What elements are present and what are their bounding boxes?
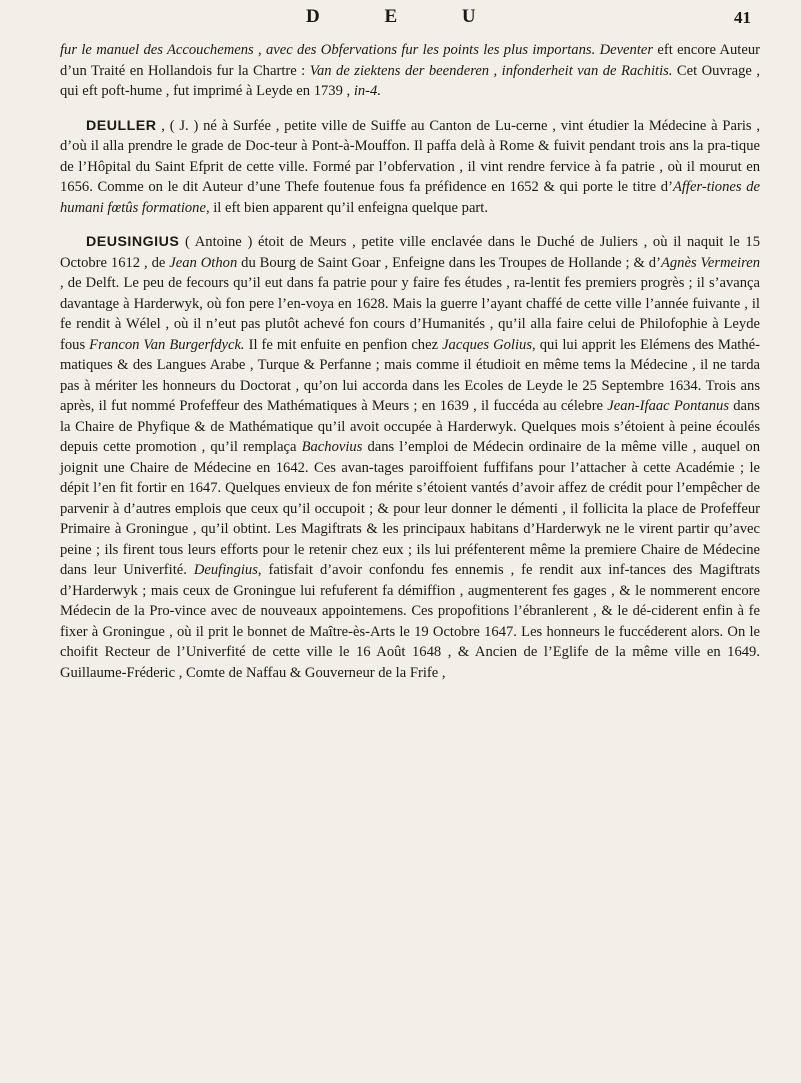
entry-headword: DEULLER <box>86 117 157 134</box>
text-run: , de Delft. Le peu de fecours qu’il eut dans fa patrie pour y faire fes études , ra-lentit fes premiers progrès ; il s’avança davantage à Harderwyk, où fon pere l’en-voya en 1628. Mais la guerre l’ayant chaffé de cette ville l’année fuivante , il fe rendit à Wélel , où il n’eut pas plutôt achevé fon cours d’Humanités , qu’il alla faire celui de Philofophie à Leyde fous <box>60 275 760 353</box>
text-run: dans l’emploi de Médecin ordinaire de la même ville , auquel on joignit une Chaire de Médecine en 1642. Ces avan-tages paroiffoient fuffifans pour l’attacher à cette Académie ; le dépit l’en fit fortir en 1647. Quelques envieux de fon mérite s’étoient vantés d’avoir affez de crédit pour l’empêcher de parvenir à d’autres emplois que ceux qu’il occupoit ; & pour leur donner le démenti , il follicita la place de Profeffeur Primaire à Groningue , qu’il obtint. Les Magiftrats & les principaux habitans d’Harderwyk ne le virent partir qu’avec peine ; ils firent tous leurs efforts pour le retenir chez eux ; ils lui préfenterent même la premiere Chaire de Médecine dans leur Univerfité. <box>60 439 760 578</box>
running-title: D E U <box>306 6 506 27</box>
italic-run: Affer-tiones de humani fœtûs formatione <box>60 179 760 216</box>
italic-run: Jean Othon <box>169 254 238 271</box>
text-run: , fatisfait d’avoir confondu fes ennemis , fe rendit aux inf-tances des Magiftrats d’Harderwyk ; mais ceux de Groningue lui refuferent fa démiffion , augmenterent fes gages , & le nommerent encore Médecin de la Pro-vince avec de nouveaux appointemens. Ces propofitions l’ébranlerent , & le dé-ciderent enfin à fe fixer à Groningue , où il prit le bonnet de Maître-ès-Arts le 19 Octobre 1647. Les honneurs le fuccéderent alors. On le choifit Recteur de l’Univerfité de cette ville le 16 Août 1648 , & Ancien de l’Eglife de la même ville en 1649. Guillaume-Fréderic , Comte de Naffau & Gouverneur de la Frife , <box>60 562 760 681</box>
italic-run: Jacques Golius <box>442 336 533 353</box>
italic-run: Jean-Ifaac Pontanus <box>607 398 730 414</box>
entry-deuller <box>60 116 760 219</box>
text-run: Il fe mit enfuite en penfion chez <box>244 336 443 353</box>
italic-run: Francon Van Burgerfdyck. <box>89 336 245 353</box>
text-run: ( Antoine ) étoit de Meurs , petite ville enclavée dans le Duché de Juliers , où il naquit le 15 Octobre 1612 , de <box>60 234 760 271</box>
entry-headword: DEUSINGIUS <box>86 234 180 250</box>
text-run: dans la Chaire de Phyfique & de Mathématique qu’il avoit occupée à Harderwyk. Quelques mois s’étoient à peine écoulés depuis cette promotion , qu’il remplaça <box>60 398 760 455</box>
body-text <box>60 40 760 683</box>
text-run: , qui lui apprit les Elémens des Mathé-matiques & des Langues Arabe , Turque & Perfanne ; mais comme il étudioit en même tems la Médecine , il ne tarda pas à mériter les honneurs du Doctorat , qu’on lui accorda dans les Ecoles de Leyde le 25 Septembre 1634. Trois ans après, il fut nommé Profeffeur des Mathématiques à Meurs ; en 1639 , il fuccéda au célebre <box>60 336 760 414</box>
italic-run: Agnès Vermeiren <box>660 254 760 271</box>
text-run: du Bourg de Saint Goar , Enfeigne dans les Troupes de Hollande ; & d’ <box>237 254 661 271</box>
page-number: 41 <box>734 8 751 27</box>
entry-deusingius <box>60 232 760 683</box>
italic-run: Deufingius <box>193 562 258 578</box>
paragraph-continuation <box>60 40 760 102</box>
italic-run: Bachovius <box>301 439 363 455</box>
page-header <box>0 6 801 36</box>
text-run: , il eft bien apparent qu’il enfeigna quelque part. <box>205 199 488 216</box>
italic-run: Deventer <box>599 42 654 58</box>
text-run: Cet Ouvrage , qui eft poft-hume , fut imprimé à Leyde en 1739 , <box>60 62 760 99</box>
text-run: , ( J. ) né à Surfée , petite ville de Suiffe au Canton de Lu-cerne , vint étudier la Médecine à Paris , d’où il alla prendre le grade de Doc-teur à Pont-à-Mouffon. Il paffa delà à Rome & fuivit pendant trois ans la pra-tique de l’Hôpital du Saint Efprit de cette ville. Formé par l’obfervation , il vint rendre fervice à fa patrie , où il mourut en 1656. Comme on le dit Auteur d’une Thefe foutenue fous fa préfidence en 1652 & qui porte le titre d’ <box>60 117 760 195</box>
italic-run: Van de ziektens der beenderen , infonderheit van de Rachitis. <box>309 62 673 79</box>
text-run: eft encore Auteur d’un Traité en Hollandois fur la Chartre : <box>60 42 760 79</box>
italic-run: in-4. <box>353 83 381 99</box>
italic-run: fur le manuel des Accouchemens , avec des Obfervations fur les points les plus importans. <box>60 42 596 58</box>
